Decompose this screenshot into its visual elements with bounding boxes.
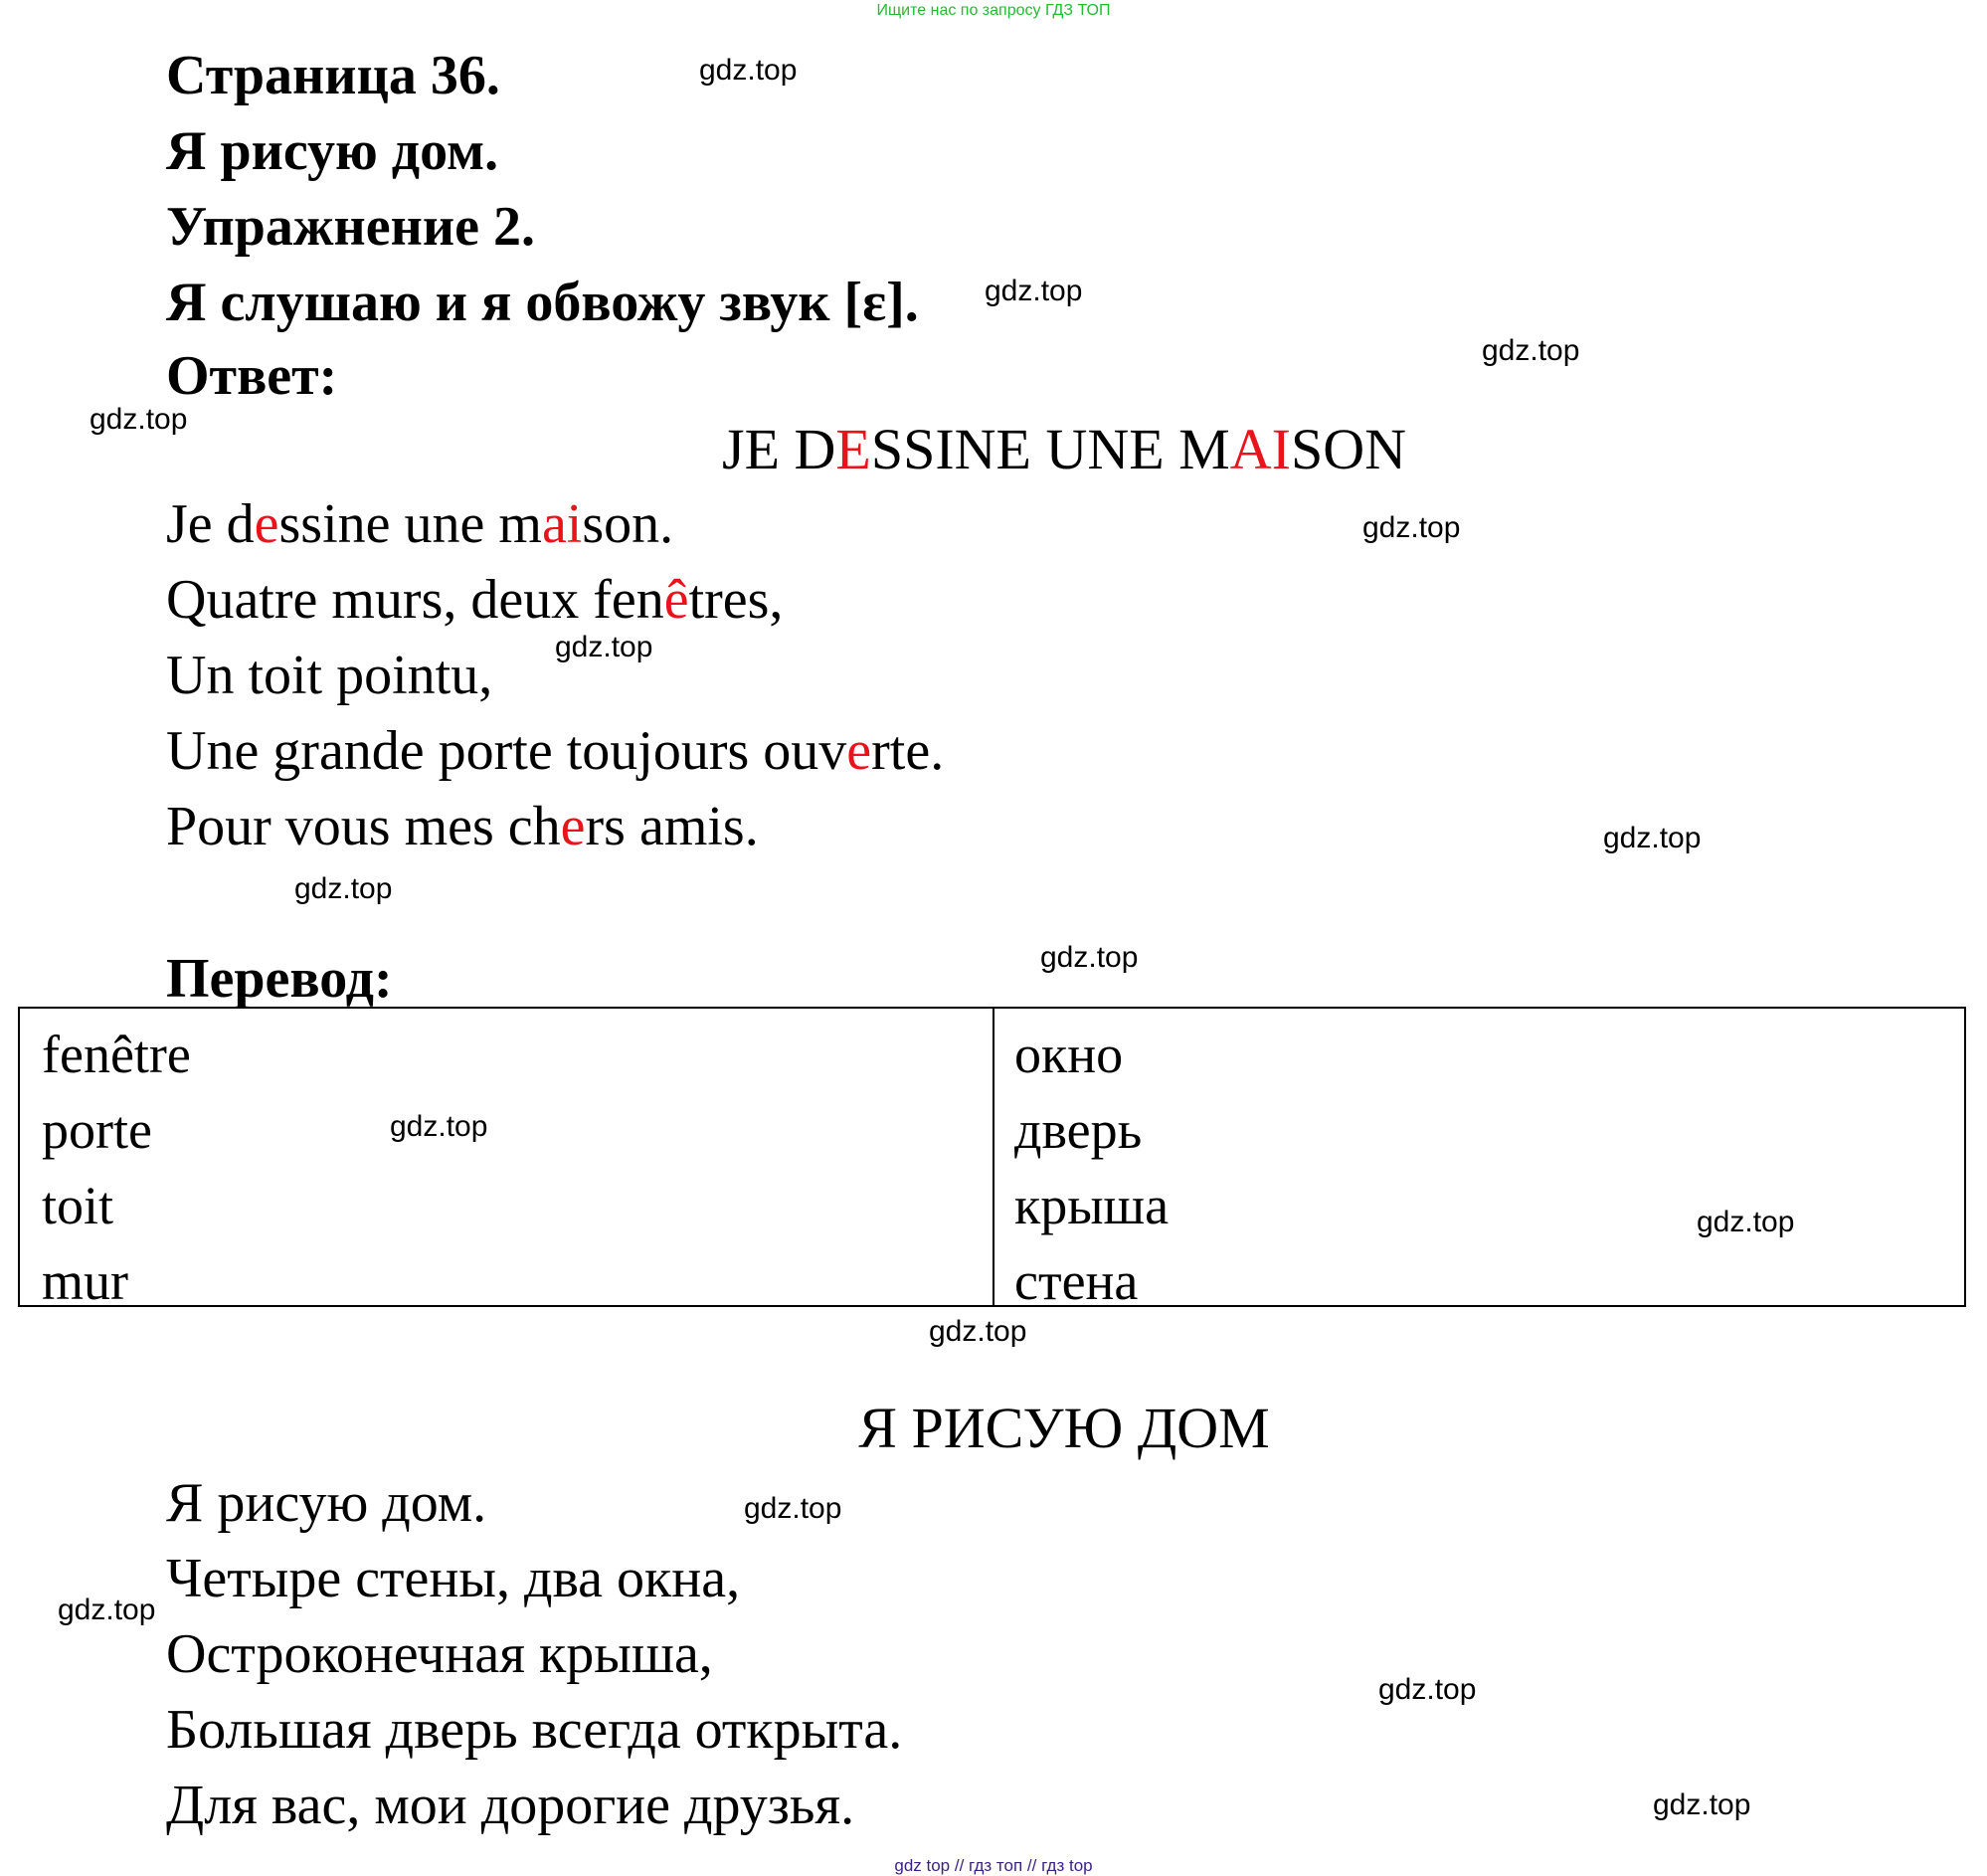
- vocab-russian-word: окно: [1014, 1025, 1124, 1084]
- french-poem-line: [166, 491, 673, 557]
- text-segment: rs amis.: [585, 796, 759, 857]
- top-banner[interactable]: Ищите нас по запросу ГДЗ ТОП: [876, 2, 1111, 19]
- watermark: gdz.top: [1603, 822, 1702, 854]
- watermark: gdz.top: [1482, 334, 1580, 367]
- watermark: gdz.top: [294, 872, 393, 905]
- russian-poem-line: Остроконечная крыша,: [166, 1623, 713, 1685]
- watermark: gdz.top: [555, 631, 653, 663]
- vocab-french-word: fenêtre: [42, 1025, 191, 1084]
- text-segment: Quatre murs, deux fen: [166, 569, 664, 631]
- vocab-french-word: toit: [42, 1176, 114, 1235]
- vocab-russian-word: крыша: [1014, 1176, 1170, 1235]
- highlighted-sound: ai: [541, 493, 583, 555]
- text-segment: JE D: [722, 417, 836, 481]
- french-poem-line: [166, 643, 492, 708]
- text-segment: son.: [582, 493, 674, 555]
- russian-poem-line: Для вас, мои дорогие друзья.: [166, 1775, 855, 1836]
- footer-links: [0, 1856, 1987, 1876]
- text-segment: tres,: [688, 569, 784, 631]
- highlighted-sound: e: [254, 493, 279, 555]
- text-segment: Une grande porte toujours ouv: [166, 720, 847, 782]
- vocab-french-word: mur: [42, 1251, 128, 1311]
- vocab-russian-word: стена: [1014, 1251, 1139, 1311]
- french-poem-line: [166, 794, 759, 859]
- watermark: gdz.top: [744, 1492, 842, 1525]
- text-segment: SON: [1290, 417, 1406, 481]
- highlighted-sound: E: [835, 417, 871, 481]
- text-segment: Je d: [166, 493, 255, 555]
- highlighted-sound: ê: [663, 569, 689, 631]
- text-segment: SSINE UNE M: [870, 417, 1230, 481]
- highlighted-sound: e: [846, 720, 872, 782]
- text-segment: ssine une m: [278, 493, 542, 555]
- watermark: gdz.top: [929, 1315, 1027, 1348]
- watermark: gdz.top: [1040, 941, 1139, 974]
- french-poem-title: [0, 417, 1987, 482]
- french-poem-line: [166, 567, 783, 633]
- watermark: gdz.top: [1378, 1673, 1477, 1706]
- vocab-russian-word: дверь: [1014, 1100, 1143, 1160]
- footer-separator: //: [954, 1856, 965, 1875]
- watermark: gdz.top: [90, 403, 188, 436]
- task-heading: Я слушаю и я обвожу звук [ɛ].: [166, 272, 919, 333]
- russian-poem-line: Большая дверь всегда открыта.: [166, 1699, 903, 1761]
- highlighted-sound: AI: [1229, 417, 1291, 481]
- footer-link[interactable]: gdz top: [894, 1856, 951, 1875]
- translation-heading: Перевод:: [166, 948, 393, 1010]
- text-segment: rte.: [871, 720, 945, 782]
- russian-poem-line: Четыре стены, два окна,: [166, 1548, 741, 1609]
- footer-link[interactable]: гдз топ: [969, 1856, 1023, 1875]
- russian-poem-title: Я РИСУЮ ДОМ: [858, 1396, 1270, 1460]
- footer-link[interactable]: гдз top: [1041, 1856, 1093, 1875]
- exercise-heading: Упражнение 2.: [166, 196, 536, 258]
- watermark: gdz.top: [699, 54, 798, 87]
- watermark: gdz.top: [1653, 1788, 1751, 1821]
- topic-heading: Я рисую дом.: [166, 120, 499, 182]
- watermark: gdz.top: [58, 1594, 156, 1626]
- footer-separator: //: [1026, 1856, 1037, 1875]
- watermark: gdz.top: [390, 1110, 488, 1143]
- table-divider: [993, 1009, 994, 1305]
- answer-heading: Ответ:: [166, 345, 338, 407]
- watermark: gdz.top: [1697, 1206, 1795, 1238]
- vocabulary-table: [18, 1007, 1966, 1311]
- watermark: gdz.top: [985, 275, 1083, 307]
- russian-poem-line: Я рисую дом.: [166, 1472, 487, 1534]
- text-segment: Un toit pointu,: [166, 645, 493, 706]
- highlighted-sound: e: [560, 796, 586, 857]
- vocab-french-word: porte: [42, 1100, 152, 1160]
- watermark: gdz.top: [1362, 511, 1461, 544]
- french-poem-line: [166, 718, 944, 784]
- page-number-heading: Страница 36.: [166, 45, 500, 106]
- text-segment: Pour vous mes ch: [166, 796, 561, 857]
